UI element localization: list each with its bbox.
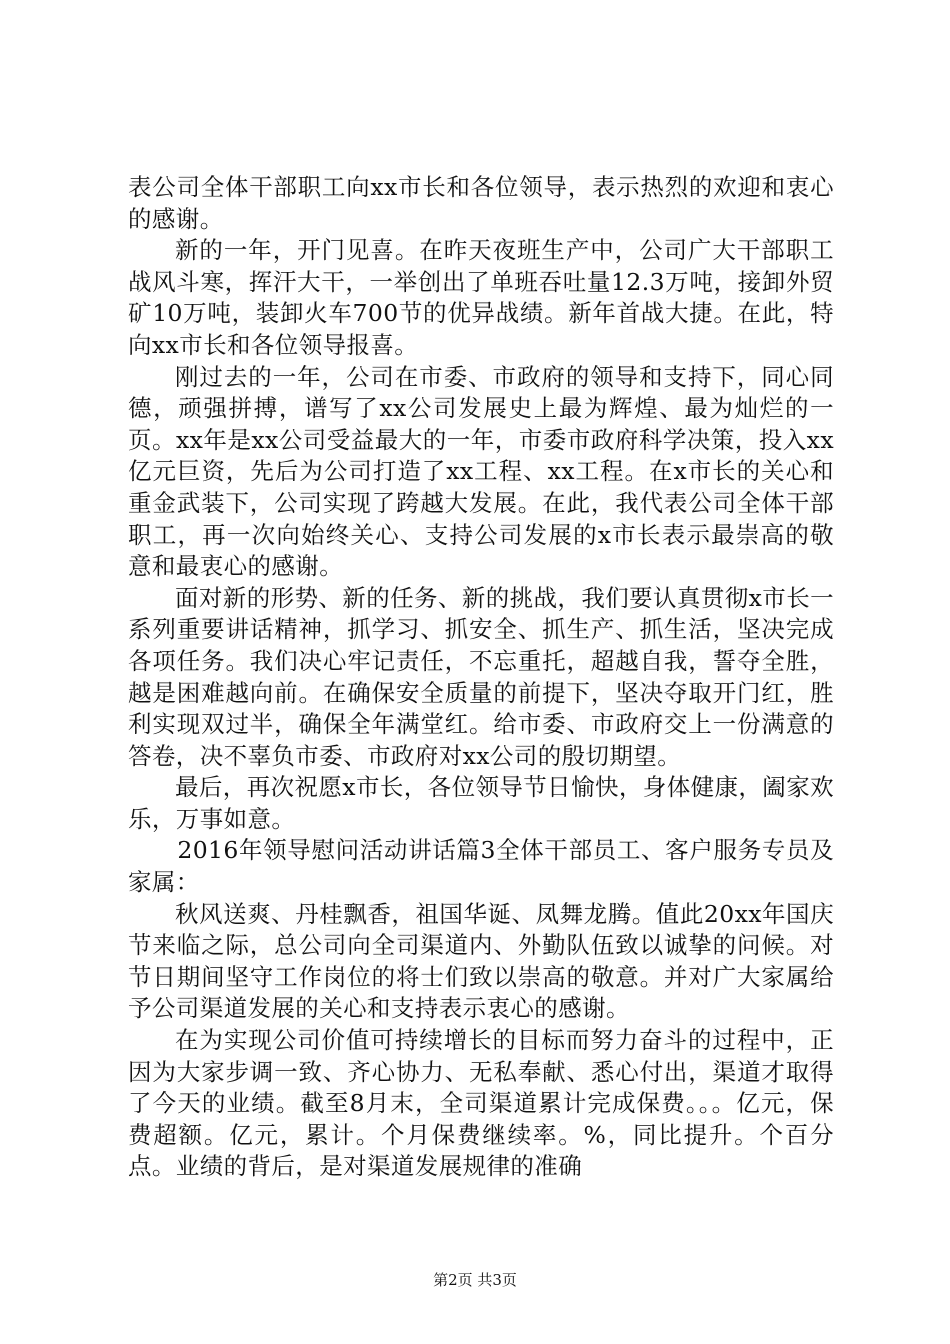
document-body xyxy=(128,172,834,1183)
paragraph-1: 表公司全体干部职工向xx市长和各位领导，表示热烈的欢迎和衷心的感谢。 xyxy=(128,173,834,233)
page-number-footer: 第2页 共3页 xyxy=(433,1271,517,1289)
paragraph-3: 刚过去的一年，公司在市委、市政府的领导和支持下，同心同德，顽强拼搏，谱写了xx公司发展史上最为辉煌、最为灿烂的一页。xx年是xx公司受益最大的一年，市委市政府科学决策，投入xx亿元巨资，先后为公司打造了xx工程、xx工程。在x市长的关心和重金武装下，公司实现了跨越大发展。在此，我代表公司全体干部职工，再一次向始终关心、支持公司发展的x市长表示最崇高的敬意和最衷心的感谢。 xyxy=(128,362,834,581)
paragraph-2: 新的一年，开门见喜。在昨天夜班生产中，公司广大干部职工战风斗寒，挥汗大干，一举创出了单班吞吐量12.3万吨，接卸外贸矿10万吨，装卸火车700节的优异战绩。新年首战大捷。在此，特向xx市长和各位领导报喜。 xyxy=(128,236,834,359)
paragraph-8: 在为实现公司价值可持续增长的目标而努力奋斗的过程中，正因为大家步调一致、齐心协力、无私奉献、悉心付出，渠道才取得了今天的业绩。截至8月末，全司渠道累计完成保费。。。亿元，保费超额。亿元，累计。个月保费继续率。%，同比提升。个百分点。业绩的背后，是对渠道发展规律的准确 xyxy=(128,1026,834,1181)
paragraph-7: 秋风送爽、丹桂飘香，祖国华诞、凤舞龙腾。值此20xx年国庆节来临之际，总公司向全司渠道内、外勤队伍致以诚挚的问候。对节日期间坚守工作岗位的将士们致以崇高的敬意。并对广大家属给予公司渠道发展的关心和支持表示衷心的感谢。 xyxy=(128,899,834,1023)
paragraph-4: 面对新的形势、新的任务、新的挑战，我们要认真贯彻x市长一系列重要讲话精神，抓学习、抓安全、抓生产、抓生活，坚决完成各项任务。我们决心牢记责任，不忘重托，超越自我，誓夺全胜，越是困难越向前。在确保安全质量的前提下，坚决夺取开门红，胜利实现双过半，确保全年满堂红。给市委、市政府交上一份满意的答卷，决不辜负市委、市政府对xx公司的殷切期望。 xyxy=(128,583,834,770)
section-heading-paragraph: 2016年领导慰问活动讲话篇3全体干部员工、客户服务专员及家属： xyxy=(128,836,834,897)
paragraph-5: 最后，再次祝愿x市长，各位领导节日愉快，身体健康，阖家欢乐，万事如意。 xyxy=(128,773,834,833)
